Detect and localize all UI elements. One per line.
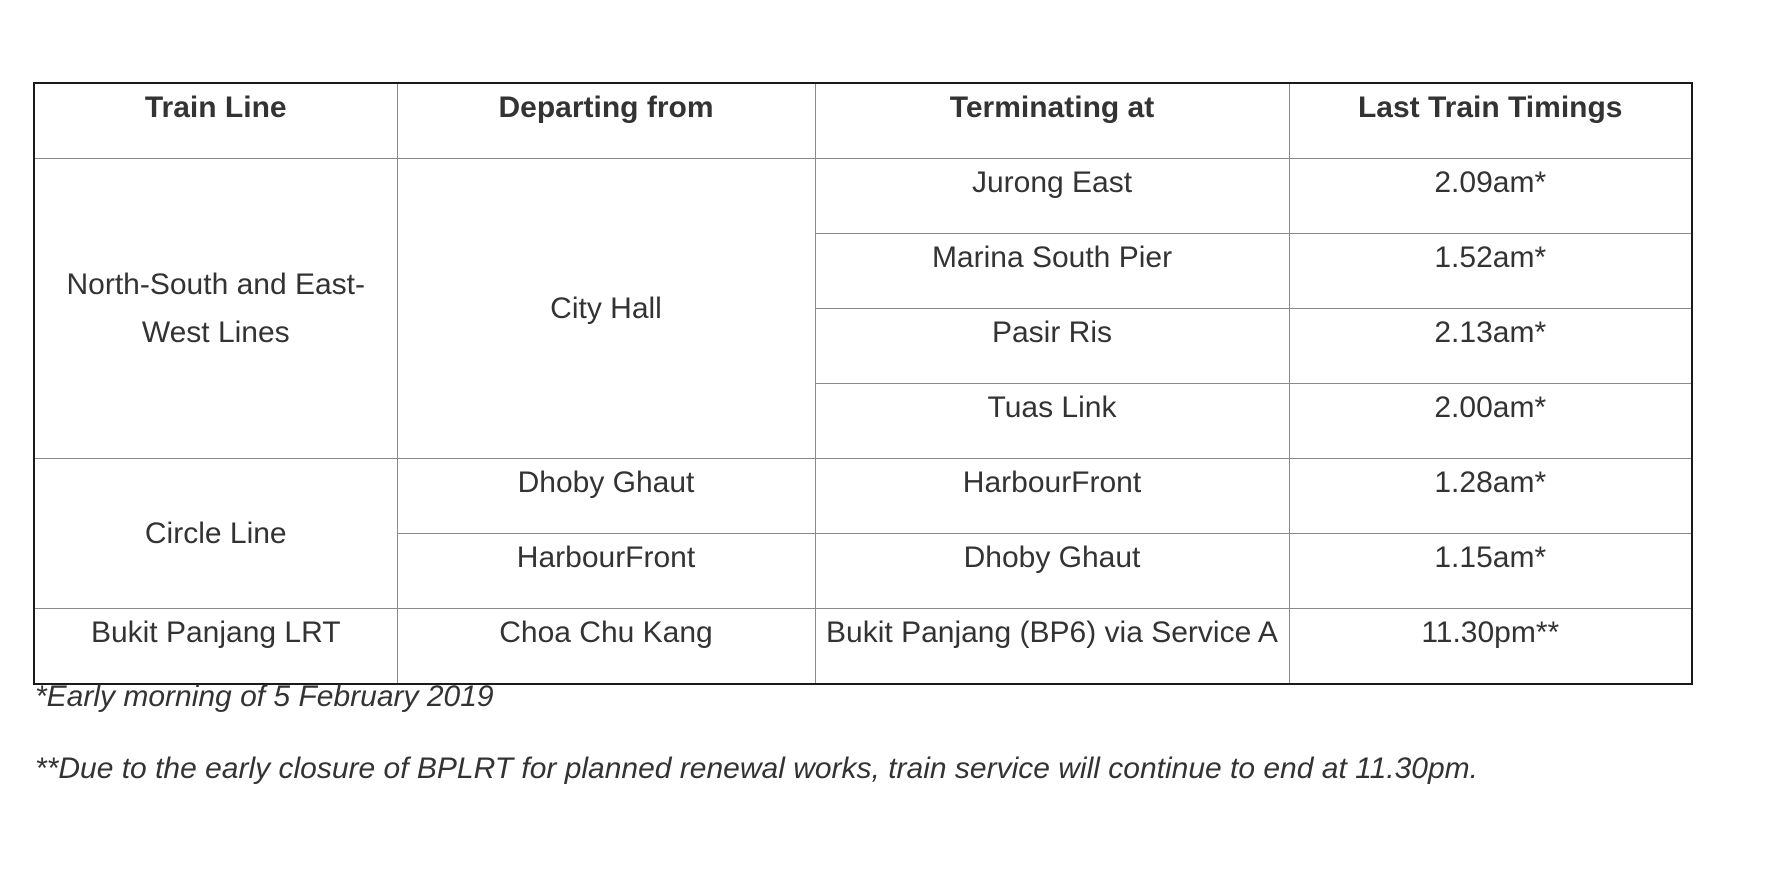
terminating-at-cell: Tuas Link	[815, 384, 1289, 459]
train-line-cell: Bukit Panjang LRT	[34, 609, 397, 685]
train-line-name: North-South and East-West Lines	[66, 267, 365, 349]
table-row	[34, 609, 1692, 685]
terminating-at-cell: Jurong East	[815, 159, 1289, 234]
header-last-train-timings: Last Train Timings	[1289, 83, 1692, 159]
last-train-timings-table	[33, 82, 1693, 685]
header-terminating-at: Terminating at	[815, 83, 1289, 159]
header-departing-from: Departing from	[397, 83, 815, 159]
departing-from-cell: City Hall	[397, 159, 815, 459]
last-train-cell: 1.28am*	[1289, 459, 1692, 534]
terminating-at-cell: Bukit Panjang (BP6) via Service A	[815, 609, 1289, 685]
departing-from-cell: HarbourFront	[397, 534, 815, 609]
terminating-at-cell: Pasir Ris	[815, 309, 1289, 384]
terminating-at-cell: Dhoby Ghaut	[815, 534, 1289, 609]
footnote-early-morning: *Early morning of 5 February 2019	[35, 680, 494, 713]
footnote-bplrt-closure: **Due to the early closure of BPLRT for planned renewal works, train service will continue to end at 11.30pm.	[35, 752, 1478, 785]
table-row	[34, 459, 1692, 534]
departing-from-cell: Choa Chu Kang	[397, 609, 815, 685]
last-train-cell: 2.13am*	[1289, 309, 1692, 384]
last-train-cell: 2.09am*	[1289, 159, 1692, 234]
train-line-cell	[34, 159, 397, 459]
train-line-cell: Circle Line	[34, 459, 397, 609]
table-header-row	[34, 83, 1692, 159]
last-train-cell: 1.15am*	[1289, 534, 1692, 609]
terminating-at-cell: Marina South Pier	[815, 234, 1289, 309]
table-row	[34, 159, 1692, 234]
last-train-cell: 1.52am*	[1289, 234, 1692, 309]
departing-from-cell: Dhoby Ghaut	[397, 459, 815, 534]
header-train-line: Train Line	[34, 83, 397, 159]
last-train-cell: 2.00am*	[1289, 384, 1692, 459]
last-train-cell: 11.30pm**	[1289, 609, 1692, 685]
terminating-at-cell: HarbourFront	[815, 459, 1289, 534]
